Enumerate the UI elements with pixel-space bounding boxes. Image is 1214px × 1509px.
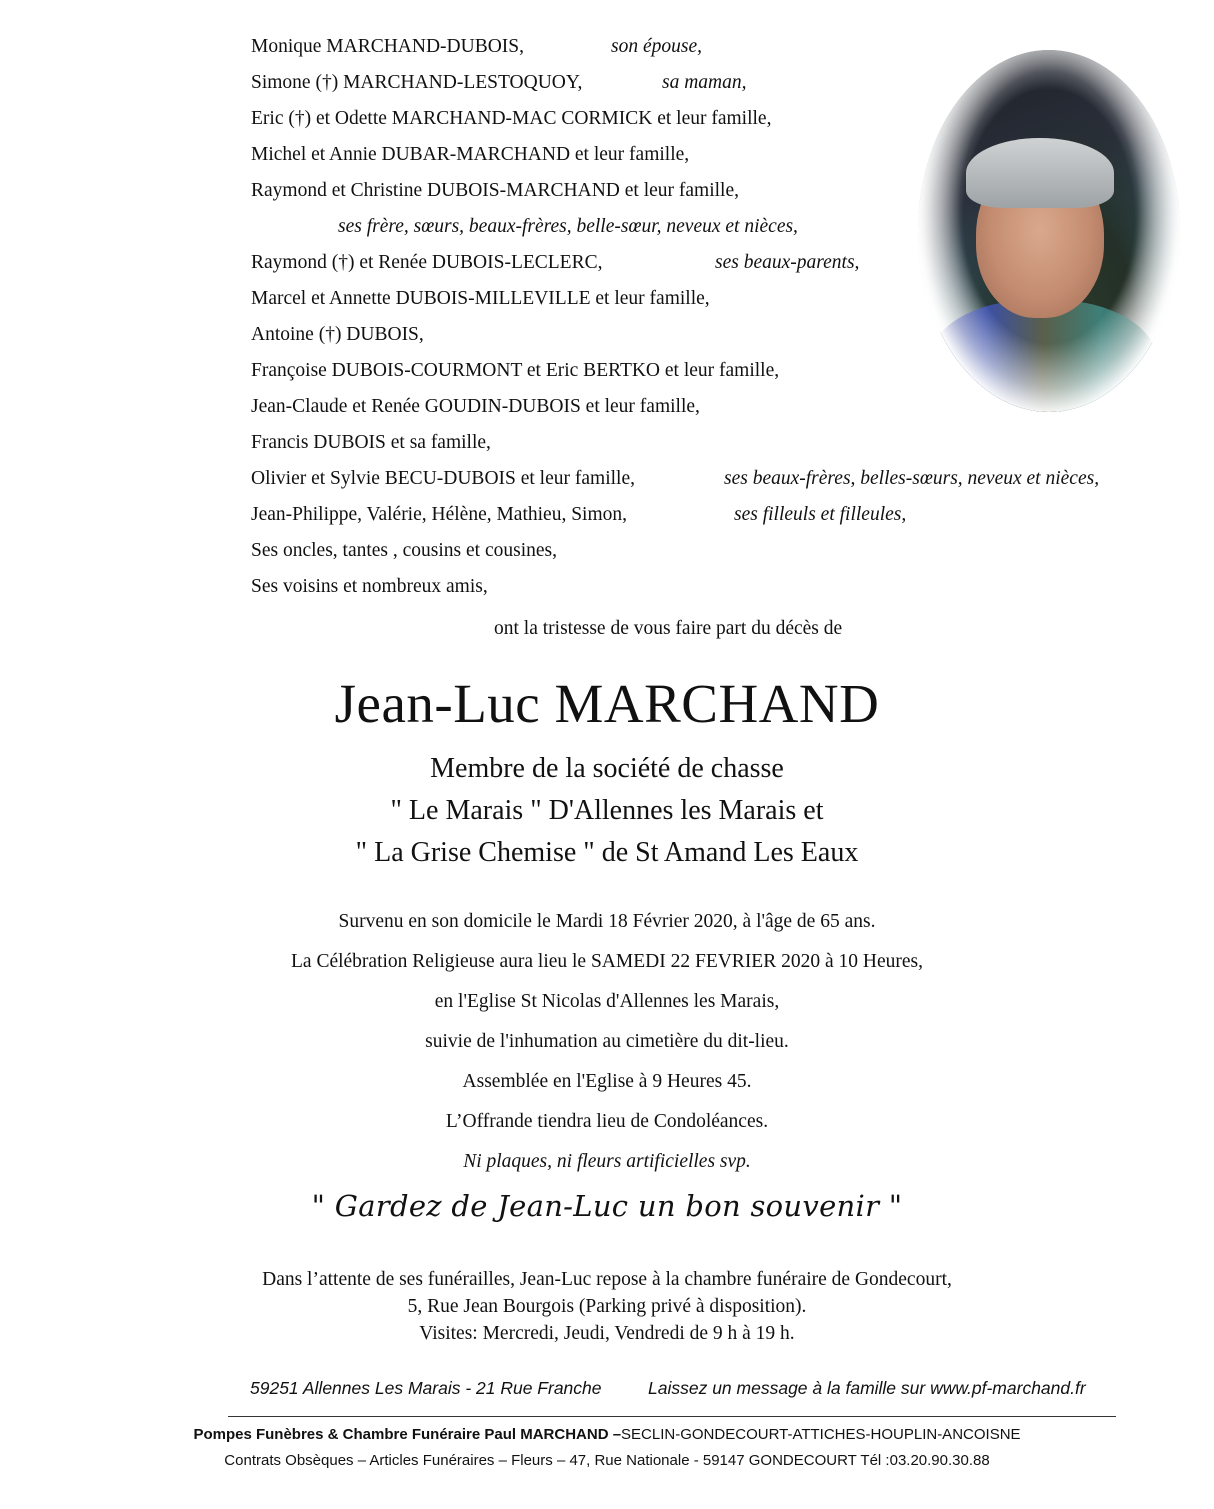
portrait-vignette bbox=[918, 50, 1180, 412]
family-line: Simone (†) MARCHAND-LESTOQUOY, bbox=[251, 72, 583, 93]
family-line: Olivier et Sylvie BECU-DUBOIS et leur famille, bbox=[251, 468, 635, 489]
detail-line: en l'Eglise St Nicolas d'Allennes les Marais, bbox=[434, 991, 780, 1012]
detail-line: Assemblée en l'Eglise à 9 Heures 45. bbox=[462, 1071, 752, 1092]
family-role: sa maman, bbox=[662, 72, 747, 93]
address: 59251 Allennes Les Marais - 21 Rue Franche bbox=[250, 1378, 602, 1398]
detail-line: L’Offrande tiendra lieu de Condoléances. bbox=[445, 1111, 769, 1132]
detail-line: Survenu en son domicile le Mardi 18 Février 2020, à l'âge de 65 ans. bbox=[338, 911, 876, 932]
wake-line: Dans l’attente de ses funérailles, Jean-Luc repose à la chambre funéraire de Gondecourt, bbox=[262, 1269, 952, 1290]
family-line: Marcel et Annette DUBOIS-MILLEVILLE et leur famille, bbox=[251, 288, 710, 309]
company-locations: SECLIN-GONDECOURT-ATTICHES-HOUPLIN-ANCOISNE bbox=[621, 1426, 1021, 1443]
intro-text: ont la tristesse de vous faire part du décès de bbox=[494, 618, 843, 639]
memorial-quote: " Gardez de Jean-Luc un bon souvenir " bbox=[311, 1189, 903, 1223]
family-line: Francis DUBOIS et sa famille, bbox=[251, 432, 491, 453]
deceased-name: Jean-Luc MARCHAND bbox=[334, 673, 880, 734]
footer-divider bbox=[228, 1416, 1116, 1417]
family-role: ses beaux-frères, belles-sœurs, neveux et nièces, bbox=[724, 468, 1100, 489]
family-line: Eric (†) et Odette MARCHAND-MAC CORMICK et leur famille, bbox=[251, 108, 772, 129]
message-link[interactable]: Laissez un message à la famille sur www.pf-marchand.fr bbox=[648, 1378, 1086, 1398]
family-role: ses frère, sœurs, beaux-frères, belle-sœur, neveux et nièces, bbox=[338, 216, 798, 237]
wake-line: Visites: Mercredi, Jeudi, Vendredi de 9 h à 19 h. bbox=[419, 1323, 795, 1344]
membership-line: Membre de la société de chasse bbox=[430, 753, 784, 784]
family-line: Jean-Claude et Renée GOUDIN-DUBOIS et leur famille, bbox=[251, 396, 700, 417]
membership-line: " La Grise Chemise " de St Amand Les Eaux bbox=[355, 837, 859, 868]
membership-line: " Le Marais " D'Allennes les Marais et bbox=[390, 795, 824, 826]
company-name: Pompes Funèbres & Chambre Funéraire Paul MARCHAND – bbox=[193, 1426, 622, 1443]
portrait-photo bbox=[918, 50, 1180, 412]
company-header bbox=[0, 1426, 1214, 1443]
family-line: Jean-Philippe, Valérie, Hélène, Mathieu, Simon, bbox=[251, 504, 628, 525]
family-line: Michel et Annie DUBAR-MARCHAND et leur famille, bbox=[251, 144, 690, 165]
detail-line: suivie de l'inhumation au cimetière du dit-lieu. bbox=[425, 1031, 789, 1052]
family-line: Antoine (†) DUBOIS, bbox=[251, 324, 424, 345]
family-role: son épouse, bbox=[611, 36, 702, 57]
family-role: ses beaux-parents, bbox=[715, 252, 860, 273]
no-flowers-note: Ni plaques, ni fleurs artificielles svp. bbox=[463, 1151, 751, 1172]
detail-line: La Célébration Religieuse aura lieu le SAMEDI 22 FEVRIER 2020 à 10 Heures, bbox=[291, 951, 923, 972]
family-role: ses filleuls et filleules, bbox=[734, 504, 907, 525]
family-line: Raymond (†) et Renée DUBOIS-LECLERC, bbox=[251, 252, 603, 273]
family-line: Françoise DUBOIS-COURMONT et Eric BERTKO et leur famille, bbox=[251, 360, 780, 381]
family-line: Ses oncles, tantes , cousins et cousines, bbox=[251, 540, 557, 561]
family-line: Monique MARCHAND-DUBOIS, bbox=[251, 36, 525, 57]
family-line: Raymond et Christine DUBOIS-MARCHAND et leur famille, bbox=[251, 180, 739, 201]
family-line: Ses voisins et nombreux amis, bbox=[251, 576, 488, 597]
company-services: Contrats Obsèques – Articles Funéraires – Fleurs – 47, Rue Nationale - 59147 GONDECOURT Tél :03.20.90.30.88 bbox=[224, 1452, 990, 1469]
wake-line: 5, Rue Jean Bourgois (Parking privé à disposition). bbox=[407, 1296, 807, 1317]
